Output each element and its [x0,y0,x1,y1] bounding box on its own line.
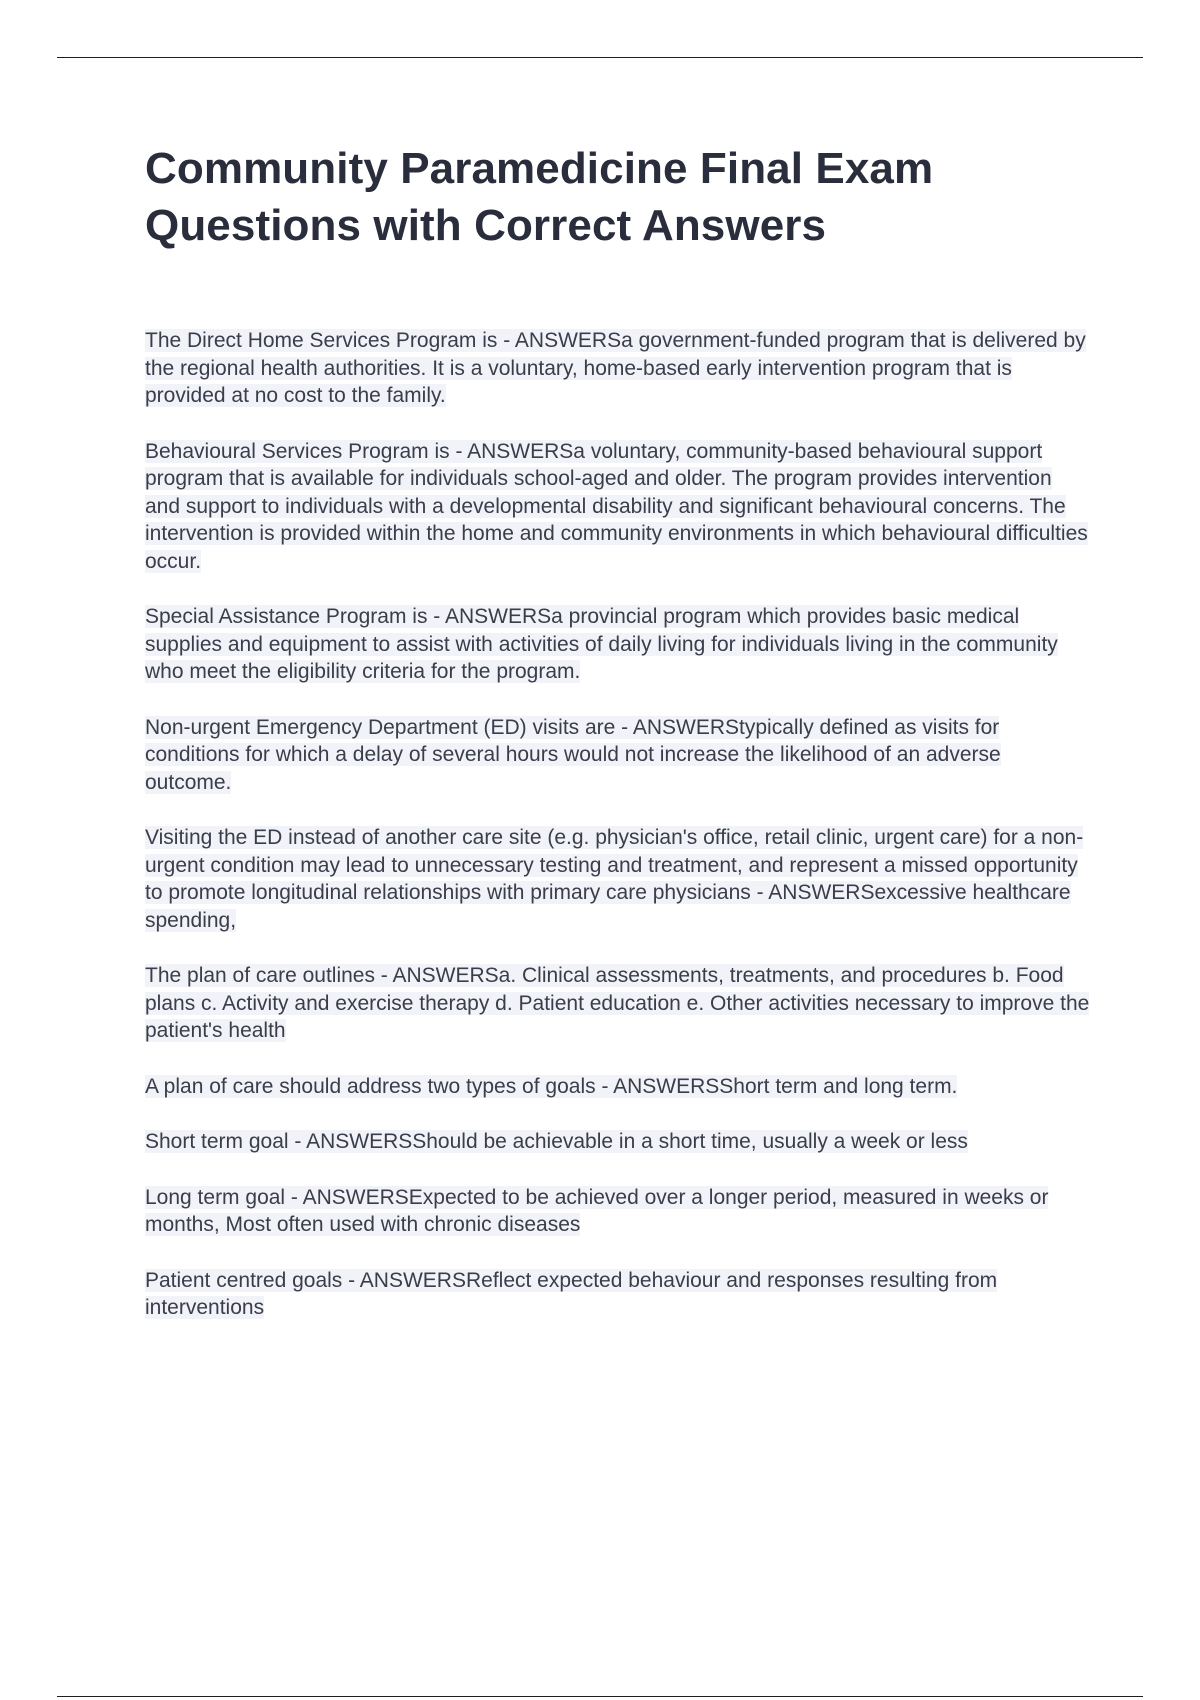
document-title: Community Paramedicine Final Exam Questions with Correct Answers [145,144,934,250]
qa-item [145,714,1090,797]
qa-item [145,1267,1090,1322]
qa-text: Special Assistance Program is - ANSWERSa provincial program which provides basic medical supplies and equipment to assist with activities of daily living for individuals living in the community who meet the eligibility criteria for the program. [145,605,1058,683]
qa-item [145,327,1090,410]
qa-item [145,1073,1090,1101]
qa-list [145,327,1090,1322]
qa-text: A plan of care should address two types of goals - ANSWERSShort term and long term. [145,1074,958,1098]
qa-item [145,603,1090,686]
top-divider [57,57,1143,58]
qa-item [145,1128,1090,1156]
document-body [145,140,1090,1350]
qa-text: Long term goal - ANSWERSExpected to be achieved over a longer period, measured in weeks or months, Most often used with chronic diseases [145,1185,1049,1236]
qa-text: The Direct Home Services Program is - ANSWERSa government-funded program that is delivered by the regional health authorities. It is a voluntary, home-based early intervention program that is provided at no cost to the family. [145,329,1086,407]
qa-text: Visiting the ED instead of another care site (e.g. physician's office, retail clinic, urgent care) for a non-urgent condition may lead to unnecessary testing and treatment, and represent a missed opportunity to promote longitudinal relationships with primary care physicians - ANSWERSexcessive healthcare spending, [145,826,1084,932]
qa-item [145,824,1090,934]
qa-text: The plan of care outlines - ANSWERSa. Clinical assessments, treatments, and procedures b. Food plans c. Activity and exercise therapy d. Patient education e. Other activities necessary to improve the patient's health [145,964,1090,1042]
qa-text: Non-urgent Emergency Department (ED) visits are - ANSWERStypically defined as visits for conditions for which a delay of several hours would not increase the likelihood of an adverse outcome. [145,715,1001,794]
qa-item [145,1184,1090,1239]
bottom-divider [57,1696,1143,1697]
qa-text: Short term goal - ANSWERSShould be achievable in a short time, usually a week or less [145,1130,968,1153]
qa-text: Behavioural Services Program is - ANSWERSa voluntary, community-based behavioural support program that is available for individuals school-aged and older. The program provides intervention and support to individuals with a developmental disability and significant behavioural concerns. The intervention is provided within the home and community environments in which behavioural difficulties occur. [145,439,1088,573]
qa-item [145,962,1090,1045]
qa-item [145,438,1090,576]
qa-text: Patient centred goals - ANSWERSReflect expected behaviour and responses resulting from interventions [145,1268,998,1319]
